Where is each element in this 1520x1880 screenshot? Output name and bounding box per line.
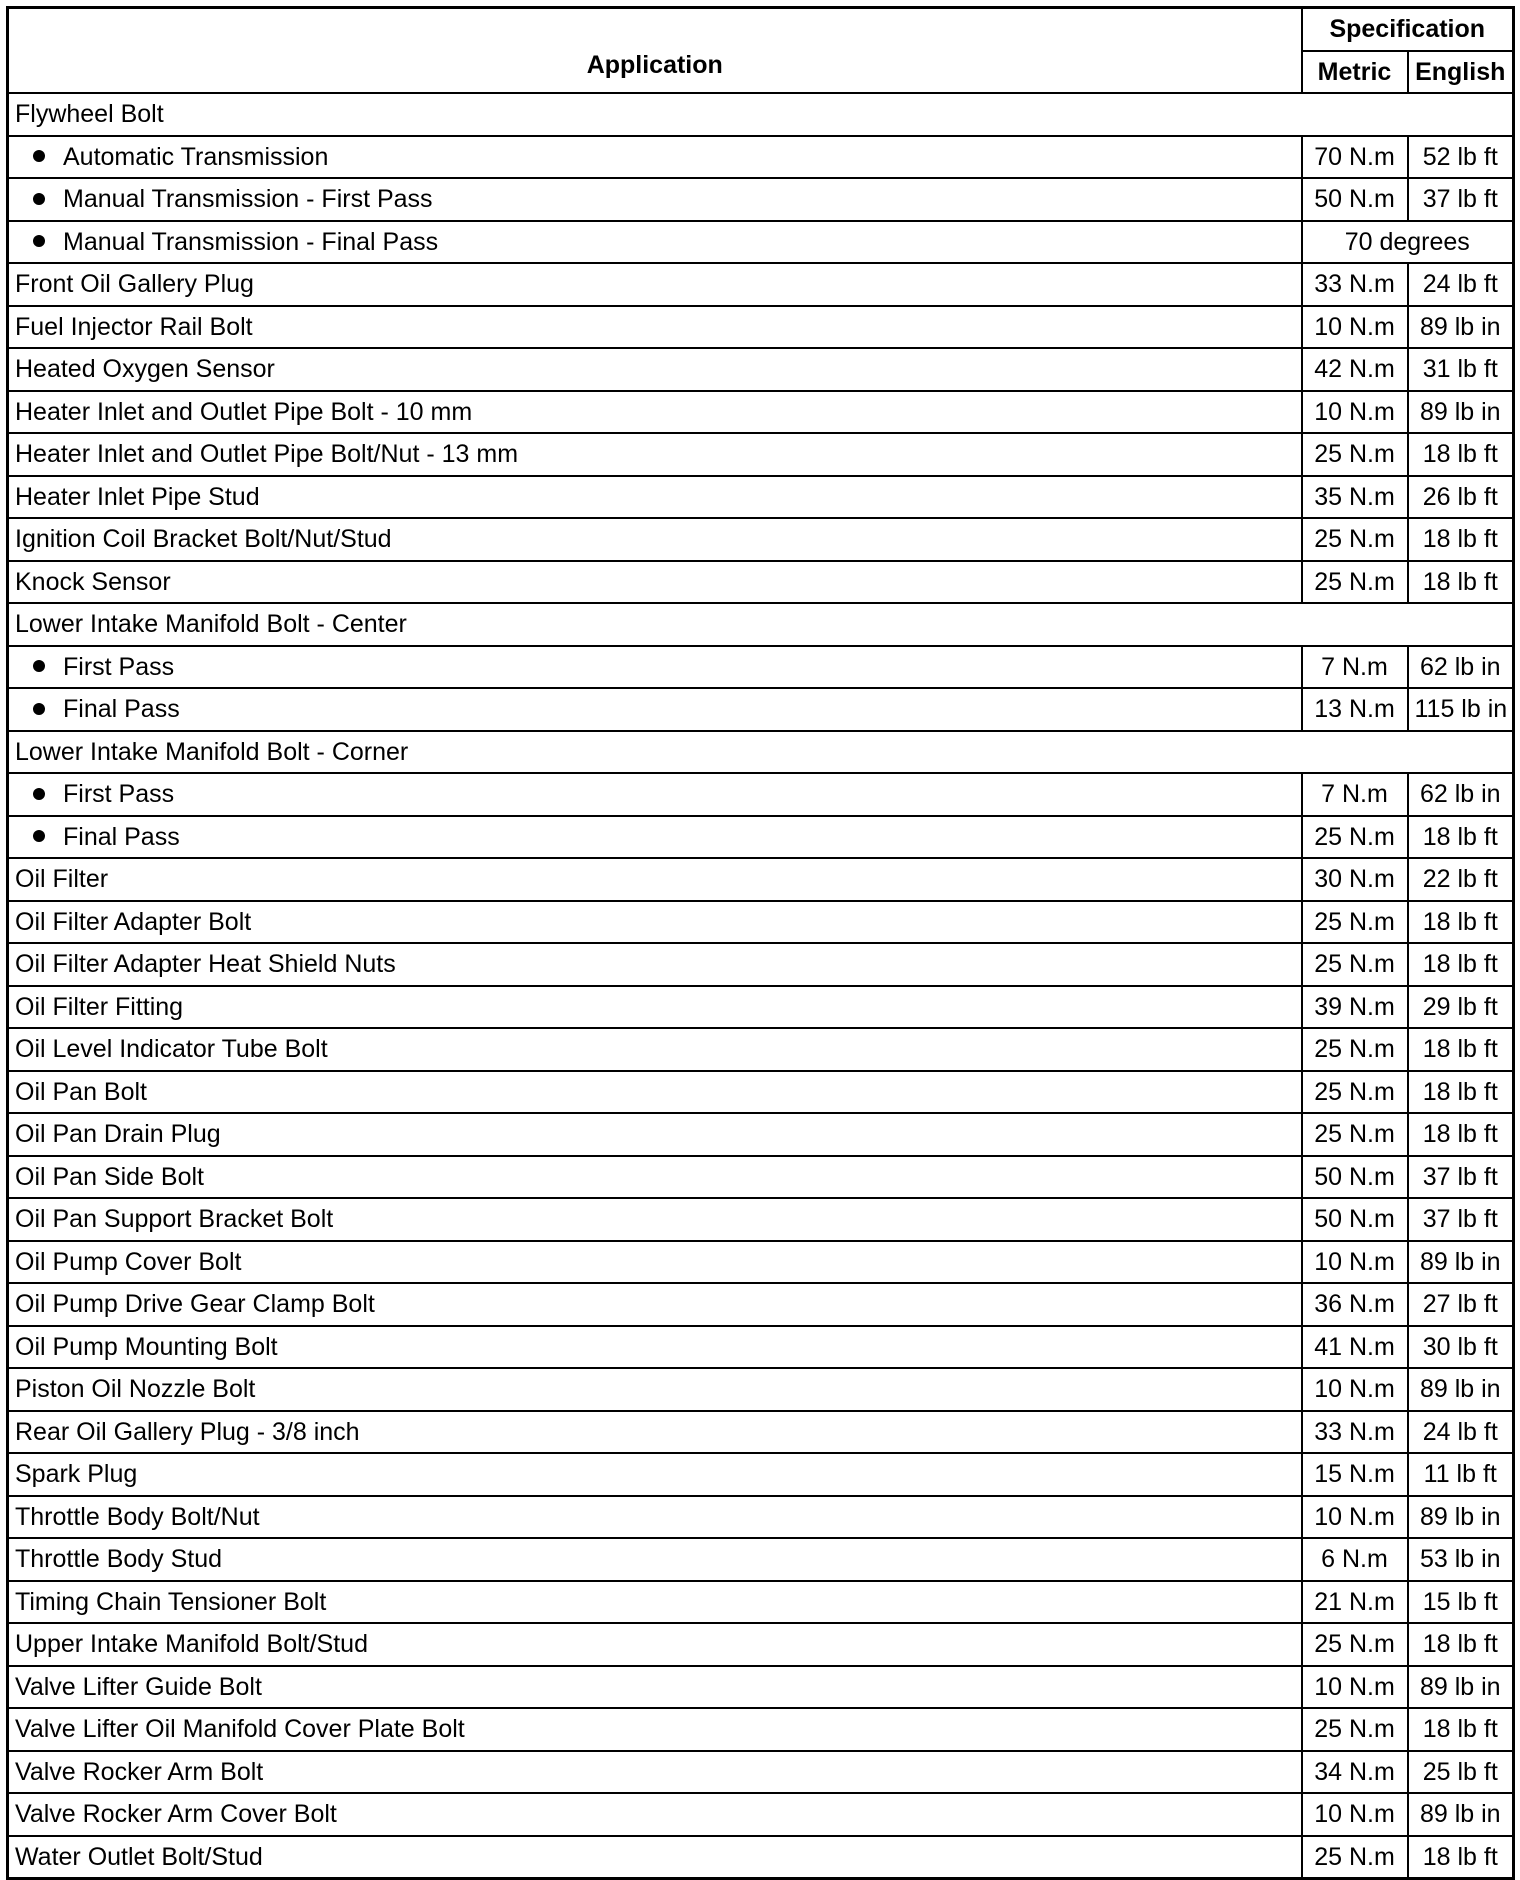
column-header-metric: Metric [1302,51,1408,94]
application-cell [8,1028,1302,1071]
table-row [8,221,1514,264]
table-row [8,1496,1514,1539]
table-row [8,986,1514,1029]
metric-value-cell: 25 N.m [1302,1708,1408,1751]
metric-value-cell: 10 N.m [1302,306,1408,349]
table-row [8,1156,1514,1199]
table-row [8,1368,1514,1411]
table-row [8,1751,1514,1794]
english-value-cell: 53 lb in [1408,1538,1514,1581]
application-cell [8,1283,1302,1326]
application-cell [8,263,1302,306]
table-row [8,476,1514,519]
application-label: First Pass [63,780,175,809]
table-row [8,1283,1514,1326]
english-value-cell: 89 lb in [1408,1368,1514,1411]
application-label: Oil Pump Drive Gear Clamp Bolt [15,1290,375,1319]
application-cell [8,1156,1302,1199]
application-cell [8,943,1302,986]
english-value-cell: 18 lb ft [1408,943,1514,986]
application-cell [8,306,1302,349]
application-cell [8,816,1302,859]
application-cell [8,1198,1302,1241]
table-row [8,603,1514,646]
bullet-icon [33,660,45,672]
metric-value-cell: 25 N.m [1302,1623,1408,1666]
table-row [8,93,1514,136]
application-cell [8,646,1302,689]
english-value-cell: 18 lb ft [1408,1836,1514,1879]
application-label: Valve Rocker Arm Cover Bolt [15,1800,337,1829]
metric-value-cell: 36 N.m [1302,1283,1408,1326]
application-cell [8,1326,1302,1369]
table-row [8,943,1514,986]
application-label: Fuel Injector Rail Bolt [15,312,253,341]
table-row [8,1708,1514,1751]
application-label: Valve Lifter Guide Bolt [15,1672,262,1701]
application-cell [8,518,1302,561]
metric-value-cell: 25 N.m [1302,1113,1408,1156]
english-value-cell: 18 lb ft [1408,1028,1514,1071]
table-body [8,93,1514,1879]
table-row [8,1326,1514,1369]
english-value-cell: 15 lb ft [1408,1581,1514,1624]
bullet-icon [33,830,45,842]
application-label: Final Pass [63,695,180,724]
english-value-cell: 115 lb in [1408,688,1514,731]
metric-value-cell: 25 N.m [1302,1836,1408,1879]
english-value-cell: 89 lb in [1408,391,1514,434]
column-header-application: Application [8,8,1302,94]
metric-value-cell: 42 N.m [1302,348,1408,391]
application-label: Rear Oil Gallery Plug - 3/8 inch [15,1417,360,1446]
group-label-cell [8,93,1514,136]
application-cell [8,901,1302,944]
table-row [8,1453,1514,1496]
english-value-cell: 27 lb ft [1408,1283,1514,1326]
application-label: Front Oil Gallery Plug [15,270,254,299]
metric-value-cell: 25 N.m [1302,943,1408,986]
table-row [8,433,1514,476]
table-row [8,1071,1514,1114]
application-label: Ignition Coil Bracket Bolt/Nut/Stud [15,525,392,554]
application-cell [8,1453,1302,1496]
application-cell [8,1241,1302,1284]
metric-value-cell: 50 N.m [1302,1156,1408,1199]
english-value-cell: 62 lb in [1408,773,1514,816]
table-row [8,1581,1514,1624]
application-label: First Pass [63,652,175,681]
application-cell [8,1411,1302,1454]
application-cell [8,688,1302,731]
application-label: Valve Rocker Arm Bolt [15,1757,264,1786]
english-value-cell: 89 lb in [1408,1666,1514,1709]
english-value-cell: 18 lb ft [1408,433,1514,476]
application-label: Oil Pan Side Bolt [15,1162,204,1191]
application-label: Oil Pan Bolt [15,1077,148,1106]
table-row [8,1836,1514,1879]
application-label: Timing Chain Tensioner Bolt [15,1587,327,1616]
english-value-cell: 18 lb ft [1408,816,1514,859]
bullet-icon [33,788,45,800]
application-cell [8,391,1302,434]
application-cell [8,561,1302,604]
application-label: Final Pass [63,822,180,851]
metric-value-cell: 41 N.m [1302,1326,1408,1369]
table-row [8,518,1514,561]
application-cell [8,773,1302,816]
metric-value-cell: 25 N.m [1302,433,1408,476]
application-label: Oil Pan Drain Plug [15,1120,221,1149]
metric-value-cell: 50 N.m [1302,178,1408,221]
english-value-cell: 24 lb ft [1408,263,1514,306]
table-row [8,646,1514,689]
application-cell [8,1623,1302,1666]
application-label: Manual Transmission - Final Pass [63,227,439,256]
application-cell [8,1793,1302,1836]
metric-value-cell: 6 N.m [1302,1538,1408,1581]
application-cell [8,1666,1302,1709]
english-value-cell: 52 lb ft [1408,136,1514,179]
torque-spec-table [6,6,1515,1880]
metric-value-cell: 10 N.m [1302,1496,1408,1539]
table-row [8,1113,1514,1156]
table-row [8,348,1514,391]
english-value-cell: 26 lb ft [1408,476,1514,519]
application-cell [8,476,1302,519]
bullet-icon [33,193,45,205]
table-row [8,561,1514,604]
table-row [8,1028,1514,1071]
application-cell [8,858,1302,901]
application-cell [8,1751,1302,1794]
metric-value-cell: 21 N.m [1302,1581,1408,1624]
table-row [8,1793,1514,1836]
application-label: Oil Pan Support Bracket Bolt [15,1205,334,1234]
english-value-cell: 89 lb in [1408,1496,1514,1539]
application-label: Upper Intake Manifold Bolt/Stud [15,1630,368,1659]
application-label: Spark Plug [15,1460,138,1489]
application-cell [8,1368,1302,1411]
metric-value-cell: 50 N.m [1302,1198,1408,1241]
application-cell [8,1708,1302,1751]
metric-value-cell: 10 N.m [1302,1666,1408,1709]
application-cell [8,348,1302,391]
english-value-cell: 25 lb ft [1408,1751,1514,1794]
application-label: Piston Oil Nozzle Bolt [15,1375,256,1404]
metric-value-cell: 15 N.m [1302,1453,1408,1496]
metric-value-cell: 13 N.m [1302,688,1408,731]
application-cell [8,986,1302,1029]
metric-value-cell: 33 N.m [1302,263,1408,306]
table-row [8,731,1514,774]
english-value-cell: 18 lb ft [1408,1708,1514,1751]
application-label: Flywheel Bolt [15,100,164,129]
metric-value-cell: 25 N.m [1302,1028,1408,1071]
application-cell [8,1071,1302,1114]
english-value-cell: 24 lb ft [1408,1411,1514,1454]
application-label: Heater Inlet and Outlet Pipe Bolt - 10 mm [15,397,473,426]
english-value-cell: 89 lb in [1408,1241,1514,1284]
application-label: Lower Intake Manifold Bolt - Corner [15,737,409,766]
bullet-icon [33,235,45,247]
english-value-cell: 37 lb ft [1408,178,1514,221]
english-value-cell: 89 lb in [1408,306,1514,349]
application-label: Lower Intake Manifold Bolt - Center [15,610,407,639]
table-row [8,1538,1514,1581]
english-value-cell: 11 lb ft [1408,1453,1514,1496]
metric-value-cell: 25 N.m [1302,518,1408,561]
metric-value-cell: 7 N.m [1302,646,1408,689]
table-row [8,306,1514,349]
table-row [8,773,1514,816]
bullet-icon [33,703,45,715]
metric-value-cell: 39 N.m [1302,986,1408,1029]
english-value-cell: 30 lb ft [1408,1326,1514,1369]
application-label: Oil Filter Fitting [15,992,184,1021]
application-label: Oil Pump Cover Bolt [15,1247,242,1276]
application-label: Automatic Transmission [63,142,329,171]
table-row [8,1411,1514,1454]
column-header-english: English [1408,51,1514,94]
english-value-cell: 29 lb ft [1408,986,1514,1029]
application-label: Oil Filter [15,865,109,894]
metric-value-cell: 10 N.m [1302,1793,1408,1836]
application-label: Manual Transmission - First Pass [63,185,433,214]
application-label: Knock Sensor [15,567,171,596]
table-row [8,1198,1514,1241]
metric-value-cell: 35 N.m [1302,476,1408,519]
english-value-cell: 37 lb ft [1408,1198,1514,1241]
specification-merged-cell: 70 degrees [1302,221,1514,264]
application-cell [8,221,1302,264]
english-value-cell: 31 lb ft [1408,348,1514,391]
application-label: Throttle Body Bolt/Nut [15,1502,260,1531]
application-label: Oil Level Indicator Tube Bolt [15,1035,328,1064]
group-label-cell [8,731,1514,774]
english-value-cell: 22 lb ft [1408,858,1514,901]
english-value-cell: 18 lb ft [1408,518,1514,561]
application-cell [8,1113,1302,1156]
application-label: Oil Filter Adapter Bolt [15,907,252,936]
table-header [8,8,1514,94]
application-cell [8,1836,1302,1879]
application-cell [8,1496,1302,1539]
application-label: Heater Inlet Pipe Stud [15,482,260,511]
application-cell [8,1581,1302,1624]
table-row [8,136,1514,179]
metric-value-cell: 10 N.m [1302,391,1408,434]
english-value-cell: 18 lb ft [1408,561,1514,604]
metric-value-cell: 10 N.m [1302,1241,1408,1284]
table-row [8,901,1514,944]
english-value-cell: 18 lb ft [1408,901,1514,944]
bullet-icon [33,150,45,162]
application-cell [8,1538,1302,1581]
group-label-cell [8,603,1514,646]
english-value-cell: 37 lb ft [1408,1156,1514,1199]
application-cell [8,136,1302,179]
metric-value-cell: 30 N.m [1302,858,1408,901]
metric-value-cell: 25 N.m [1302,901,1408,944]
metric-value-cell: 70 N.m [1302,136,1408,179]
application-cell [8,178,1302,221]
metric-value-cell: 25 N.m [1302,816,1408,859]
metric-value-cell: 10 N.m [1302,1368,1408,1411]
table-row [8,858,1514,901]
table-row [8,1623,1514,1666]
application-label: Heated Oxygen Sensor [15,355,275,384]
column-header-specification: Specification [1302,8,1514,51]
metric-value-cell: 25 N.m [1302,561,1408,604]
english-value-cell: 18 lb ft [1408,1623,1514,1666]
table-row [8,1241,1514,1284]
application-label: Throttle Body Stud [15,1545,223,1574]
table-row [8,263,1514,306]
application-label: Oil Pump Mounting Bolt [15,1332,278,1361]
table-row [8,688,1514,731]
metric-value-cell: 25 N.m [1302,1071,1408,1114]
application-cell [8,433,1302,476]
application-label: Water Outlet Bolt/Stud [15,1842,263,1871]
table-row [8,816,1514,859]
metric-value-cell: 33 N.m [1302,1411,1408,1454]
table-row [8,391,1514,434]
application-label: Heater Inlet and Outlet Pipe Bolt/Nut - 13 mm [15,440,519,469]
table-row [8,1666,1514,1709]
metric-value-cell: 34 N.m [1302,1751,1408,1794]
metric-value-cell: 7 N.m [1302,773,1408,816]
application-label: Oil Filter Adapter Heat Shield Nuts [15,950,396,979]
torque-spec-sheet [6,6,1515,1880]
english-value-cell: 18 lb ft [1408,1113,1514,1156]
english-value-cell: 62 lb in [1408,646,1514,689]
application-label: Valve Lifter Oil Manifold Cover Plate Bolt [15,1715,465,1744]
english-value-cell: 18 lb ft [1408,1071,1514,1114]
english-value-cell: 89 lb in [1408,1793,1514,1836]
table-row [8,178,1514,221]
